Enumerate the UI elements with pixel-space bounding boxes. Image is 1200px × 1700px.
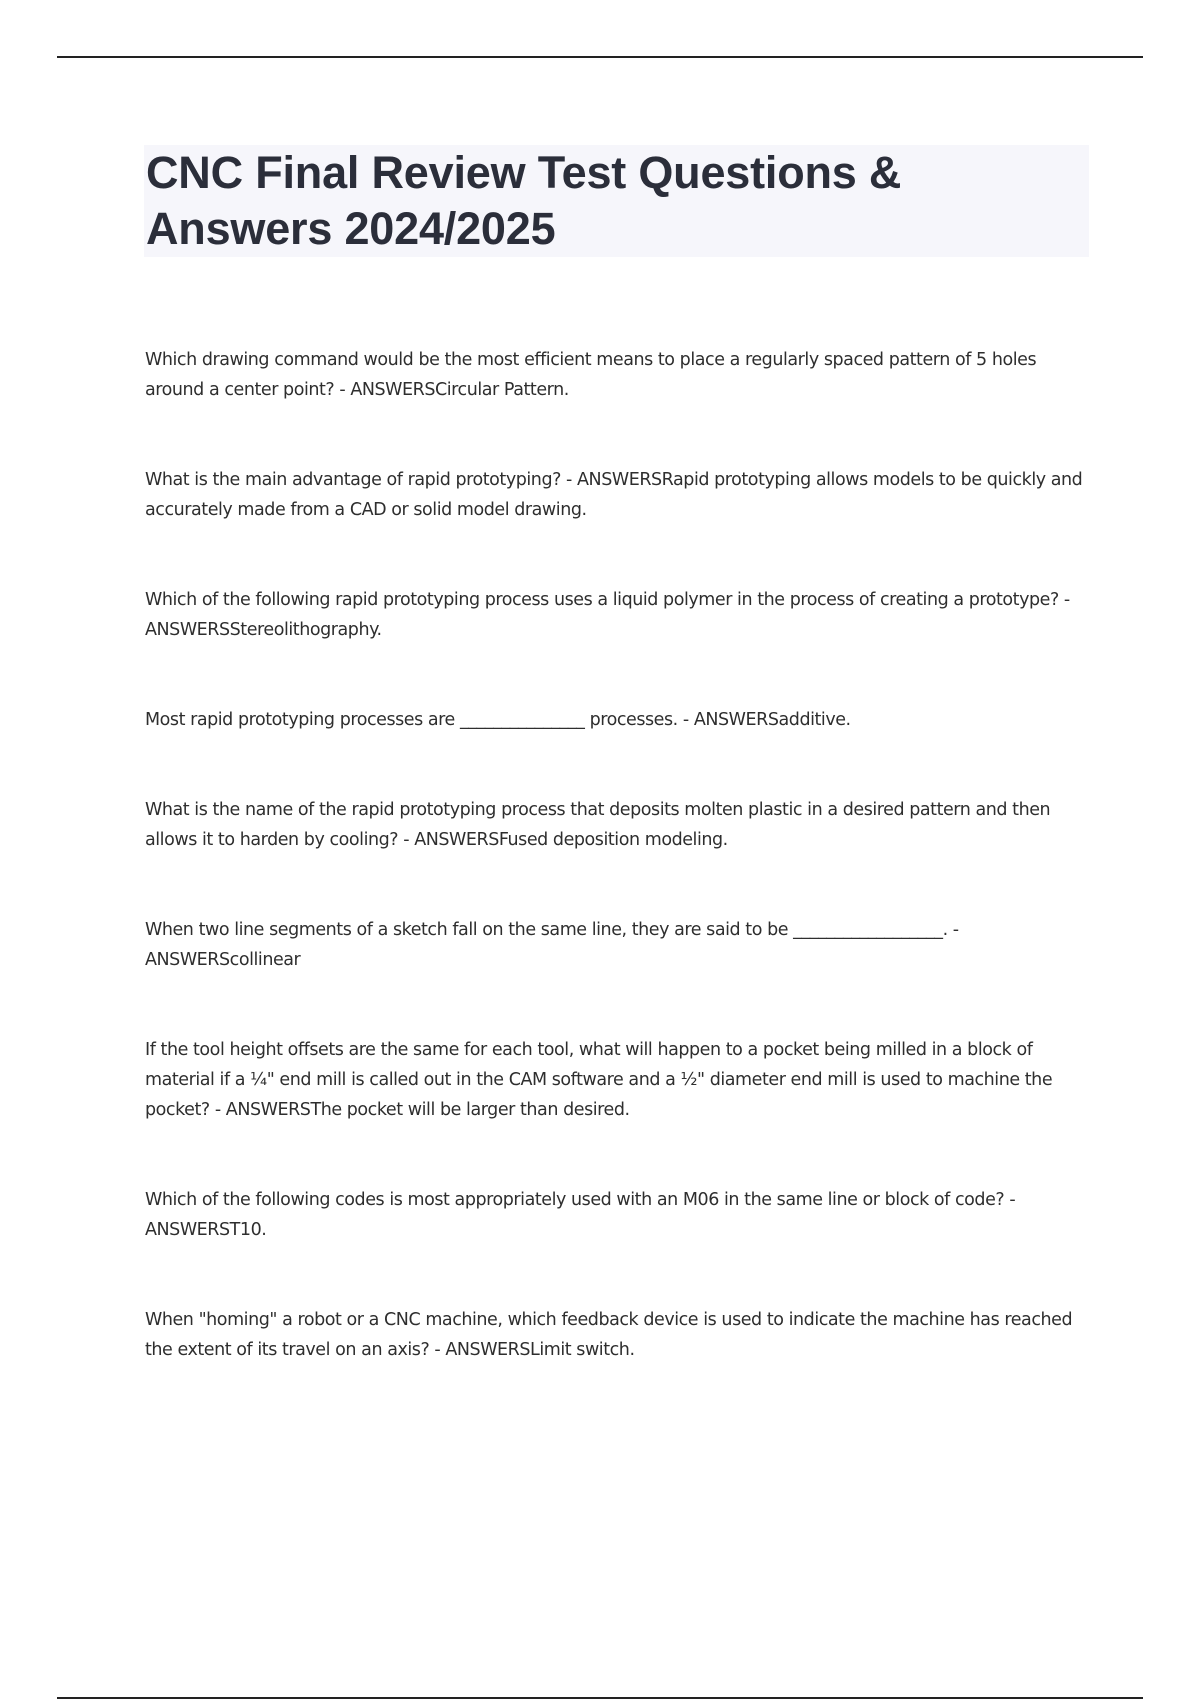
qa-item-9: When "homing" a robot or a CNC machine, which feedback device is used to indicate the machine has reached the extent of its travel on an axis? - ANSWERSLimit switch.: [145, 1310, 1073, 1360]
qa-item-3: Which of the following rapid prototyping process uses a liquid polymer in the process of creating a prototype? - ANSWERSStereolithography.: [145, 590, 1070, 640]
qa-list: [145, 345, 1090, 1365]
header-rule: [57, 56, 1143, 58]
title-banner: [144, 145, 1089, 257]
qa-item-1: Which drawing command would be the most efficient means to place a regularly spaced pattern of 5 holes around a center point? - ANSWERSCircular Pattern.: [145, 350, 1037, 400]
qa-item-4: Most rapid prototyping processes are _______________ processes. - ANSWERSadditive.: [145, 710, 851, 730]
qa-item-2: What is the main advantage of rapid prototyping? - ANSWERSRapid prototyping allows models to be quickly and accurately made from a CAD or solid model drawing.: [145, 470, 1083, 520]
qa-item-7: If the tool height offsets are the same for each tool, what will happen to a pocket being milled in a block of material if a ¼" end mill is called out in the CAM software and a ½" diameter end mill is used to machine the pocket? - ANSWERSThe pocket will be larger than desired.: [145, 1040, 1053, 1120]
qa-item-8: Which of the following codes is most appropriately used with an M06 in the same line or block of code? - ANSWERST10.: [145, 1190, 1016, 1240]
qa-item-5: What is the name of the rapid prototyping process that deposits molten plastic in a desired pattern and then allows it to harden by cooling? - ANSWERSFused deposition modeling.: [145, 800, 1051, 850]
qa-item-6: When two line segments of a sketch fall on the same line, they are said to be __________________. - ANSWERScollinear: [145, 920, 959, 970]
footer-rule: [57, 1697, 1143, 1699]
document-title: CNC Final Review Test Questions & Answers 2024/2025: [146, 147, 902, 254]
